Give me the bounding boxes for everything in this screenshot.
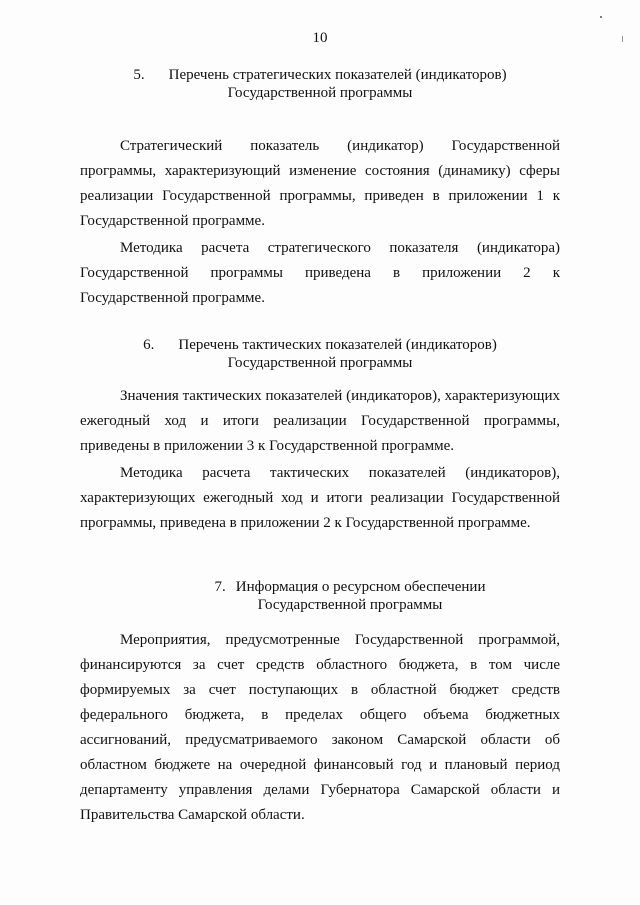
section-5-paragraph-1 xyxy=(80,134,560,234)
text-line: Государственной программе. xyxy=(80,213,265,229)
page-number: 10 xyxy=(312,30,328,46)
scan-speck xyxy=(600,16,602,18)
section-7-title-line1: 7. Информация о ресурсном обеспечении xyxy=(214,579,486,595)
section-6-number: 6. xyxy=(143,337,155,353)
text-line: Государственной программе. xyxy=(80,290,265,306)
section-7-paragraph-1 xyxy=(80,628,560,828)
section-5-title-line1: 5. Перечень стратегических показателей (индикаторов) xyxy=(133,67,507,83)
text-line: Методика расчета тактических показателей (индикаторов), xyxy=(120,465,560,481)
section-7-heading xyxy=(150,578,550,614)
section-6-paragraph-1 xyxy=(80,384,560,459)
text-line: программы, приведена в приложении 2 к Государственной программе. xyxy=(80,515,531,531)
text-line: реализации Государственной программы, приведен в приложении 1 к xyxy=(80,188,560,204)
text-line: Стратегический показатель (индикатор) Государственной xyxy=(120,138,560,154)
text-line: Методика расчета стратегического показателя (индикатора) xyxy=(120,240,560,256)
text-line: характеризующих ежегодный ход и итоги реализации Государственной xyxy=(80,490,560,506)
section-7-number: 7. xyxy=(214,579,226,595)
text-line: формируемых за счет поступающих в областной бюджет средств xyxy=(80,682,560,698)
text-line: областном бюджете на очередной финансовый год и плановый период xyxy=(80,757,560,773)
text-line: Значения тактических показателей (индикаторов), характеризующих xyxy=(120,388,560,404)
section-5-heading xyxy=(120,66,520,102)
section-6-title-line2: Государственной программы xyxy=(227,355,413,371)
section-7-title-line2: Государственной программы xyxy=(257,597,443,613)
text-line: Правительства Самарской области. xyxy=(80,807,305,823)
text-line: программы, характеризующий изменение состояния (динамику) сферы xyxy=(80,163,560,179)
text-line: ежегодный ход и итоги реализации Государственной программы, xyxy=(80,413,560,429)
text-line: финансируются за счет средств областного бюджета, в том числе xyxy=(80,657,560,673)
section-6-paragraph-2 xyxy=(80,461,560,536)
text-line: федерального бюджета, в пределах общего объема бюджетных xyxy=(80,707,560,723)
text-line: ассигнований, предусматриваемого законом Самарской области об xyxy=(80,732,560,748)
section-5-paragraph-2 xyxy=(80,236,560,311)
section-5-number: 5. xyxy=(133,67,145,83)
text-line: Государственной программы приведена в приложении 2 к xyxy=(80,265,560,281)
section-6-heading xyxy=(120,336,520,372)
section-5-title-line2: Государственной программы xyxy=(227,85,413,101)
text-line: Мероприятия, предусмотренные Государственной программой, xyxy=(120,632,560,648)
scan-speck xyxy=(622,36,623,42)
section-6-title-line1: 6. Перечень тактических показателей (индикаторов) xyxy=(143,337,497,353)
text-line: приведены в приложении 3 к Государственной программе. xyxy=(80,438,455,454)
text-line: департаменту управления делами Губернатора Самарской области и xyxy=(80,782,560,798)
